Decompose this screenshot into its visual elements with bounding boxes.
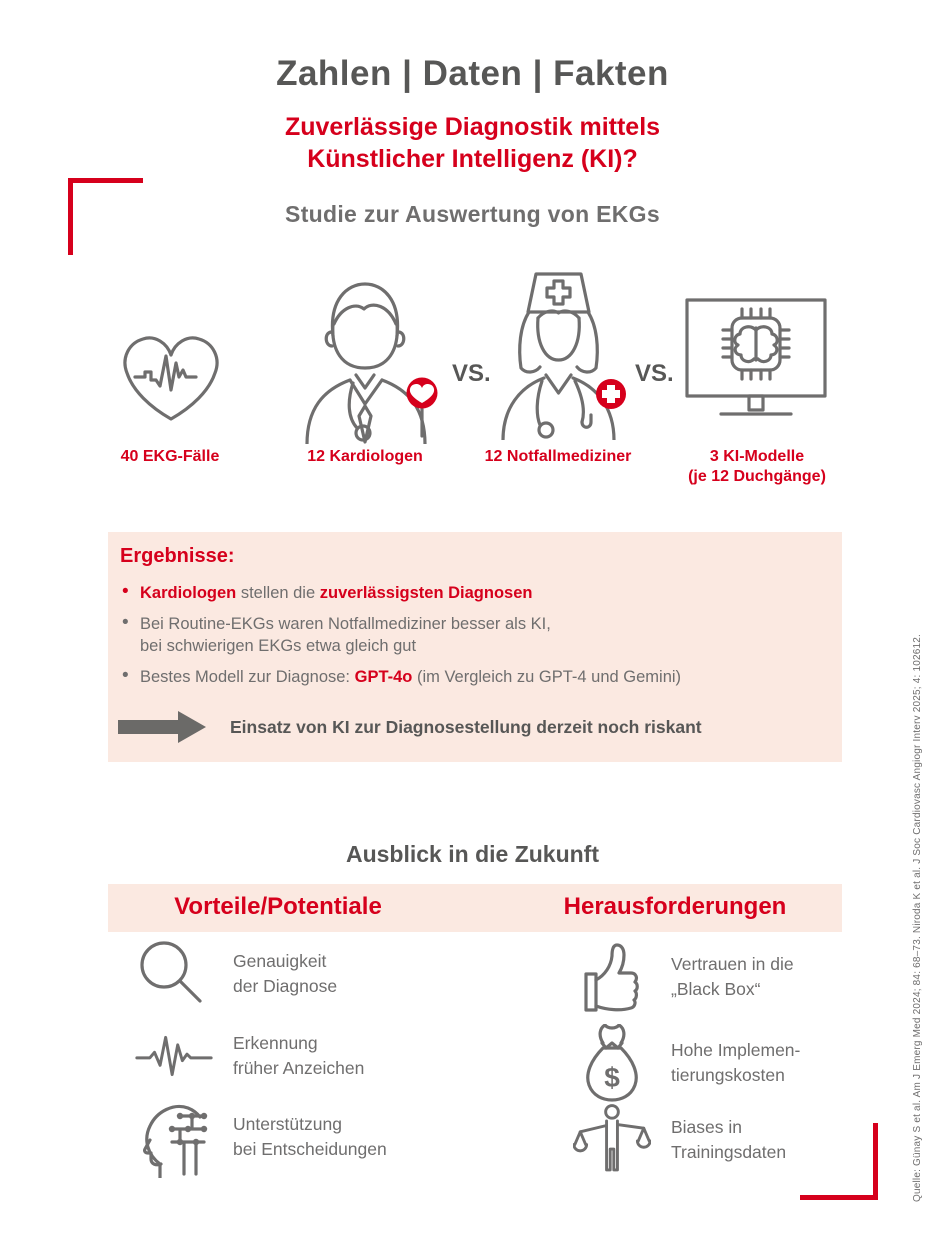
- results-bullet-list: [120, 582, 814, 688]
- vs-label-2: VS.: [635, 360, 674, 387]
- magnifier-icon: [136, 938, 212, 1010]
- decoration-corner-bottom-right: [800, 1123, 878, 1200]
- emergency-physician-icon: [495, 268, 635, 440]
- comparison-label-ekg-cases: 40 EKG-Fälle: [120, 448, 220, 465]
- benefit-item-early-detection: Erkennung früher Anzeichen: [135, 1030, 364, 1082]
- scales-icon: [573, 1100, 651, 1180]
- subtitle-line-1: Zuverlässige Diagnostik mittels: [284, 113, 661, 141]
- comparison-label-cardiologists: 12 Kardiologen: [307, 448, 423, 465]
- results-heading: Ergebnisse:: [120, 545, 235, 567]
- result-bullet-1: • Kardiologen stellen die zuverlässigsten Diagnosen: [122, 582, 814, 604]
- thumb-up-icon: [580, 938, 644, 1016]
- results-panel: [108, 532, 842, 762]
- source-citation: Quelle: Günay S et al. Am J Emerg Med 2024; 84: 68–73. Niroda K et al. J Soc Cardiovasc Angiogr Interv 2025; 4: 102612.: [912, 633, 923, 1202]
- money-bag-icon: [580, 1024, 644, 1102]
- challenge-item-costs: $ Hohe Implemen- tierungskosten: [573, 1024, 800, 1102]
- challenge-item-biases: Biases in Trainingsdaten: [573, 1100, 786, 1180]
- vs-label-1: VS.: [452, 360, 491, 387]
- benefit-item-accuracy: Genauigkeit der Diagnose: [135, 938, 337, 1010]
- conclusion-row: [118, 709, 814, 745]
- ai-models-label-line-1: 3 KI-Modelle: [709, 448, 805, 465]
- subtitle-line-2: Künstlicher Intelligenz (KI)?: [307, 145, 638, 173]
- page-subtitle: [0, 111, 945, 175]
- cardiologist-icon: [293, 278, 439, 444]
- ai-monitor-icon: [683, 296, 829, 420]
- page-title: Zahlen | Daten | Fakten: [276, 54, 669, 93]
- comparison-label-emergency-physicians: 12 Notfallmediziner: [484, 448, 632, 465]
- comparison-label-ai-models: [667, 447, 847, 487]
- column-heading-benefits: Vorteile/Potentiale: [174, 893, 382, 920]
- outlook-heading: Ausblick in die Zukunft: [345, 841, 599, 867]
- benefit-item-decision-support: Unterstützung bei Entscheidungen: [135, 1096, 387, 1178]
- study-label: Studie zur Auswertung von EKGs: [285, 201, 660, 227]
- arrow-right-icon: [118, 709, 208, 745]
- svg-text:$: $: [604, 1062, 620, 1093]
- outlook-band: [108, 884, 842, 932]
- heart-ekg-icon: [118, 322, 224, 424]
- conclusion-text: Einsatz von KI zur Diagnosestellung derzeit noch riskant: [230, 716, 702, 737]
- head-circuit-icon: [136, 1096, 212, 1178]
- column-heading-challenges: Herausforderungen: [563, 893, 787, 920]
- result-bullet-2: • Bei Routine-EKGs waren Notfallmediziner besser als KI, bei schwierigen EKGs etwa gleich gut: [122, 613, 814, 657]
- challenge-item-black-box: Vertrauen in die „Black Box“: [573, 938, 794, 1016]
- ekg-wave-icon: [135, 1030, 213, 1082]
- result-bullet-3: • Bestes Modell zur Diagnose: GPT-4o (im Vergleich zu GPT-4 und Gemini): [122, 666, 814, 688]
- ai-models-label-line-2: (je 12 Duchgänge): [688, 468, 826, 485]
